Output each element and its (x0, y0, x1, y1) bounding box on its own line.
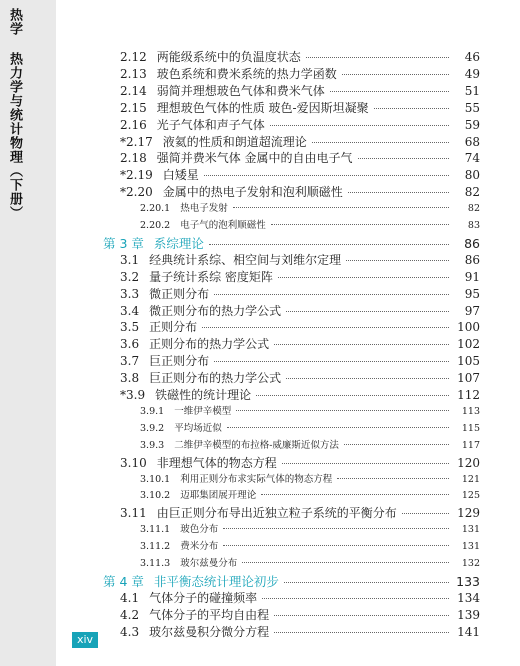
toc-title: 热电子发射 (180, 203, 228, 215)
spine-sidebar (0, 0, 56, 666)
toc-page-number: 125 (461, 490, 480, 502)
toc-title: 巨正则分布 (149, 354, 210, 369)
toc-title: 二维伊辛模型的布拉格-威廉斯近似方法 (174, 439, 339, 451)
toc-title: 正则分布的热力学公式 (149, 337, 270, 352)
toc-page-number: 102 (457, 337, 480, 352)
toc-page-number: 134 (457, 590, 480, 605)
toc-page-number: 131 (461, 541, 480, 553)
toc-number: 第 3 章 (103, 235, 144, 251)
toc-section[interactable] (120, 149, 480, 166)
toc-title: 由巨正则分布导出近独立粒子系统的平衡分布 (156, 506, 397, 521)
toc-section[interactable] (120, 183, 480, 200)
toc-section[interactable] (120, 285, 480, 302)
toc-subsection[interactable] (140, 521, 480, 535)
dot-leader (402, 513, 449, 514)
toc-page-number: 117 (461, 439, 480, 451)
dot-leader (271, 224, 449, 225)
toc-title: 正则分布 (149, 320, 198, 335)
dot-leader (270, 125, 449, 126)
toc-title: 微正则分布 (149, 286, 210, 301)
toc-section[interactable] (120, 48, 480, 65)
toc-page-number: 113 (461, 405, 480, 417)
toc-section[interactable] (120, 335, 480, 352)
toc-number: 3.11 (120, 506, 147, 521)
dot-leader (346, 260, 449, 261)
toc-page-number: 55 (464, 100, 480, 115)
toc-page-number: 107 (457, 371, 480, 386)
dot-leader (306, 57, 449, 58)
toc-title: 两能级系统中的负温度状态 (156, 50, 301, 64)
toc-page-number: 74 (464, 151, 480, 166)
toc-title: 玻色分布 (180, 524, 219, 536)
toc-number: 2.18 (120, 151, 147, 166)
toc-number: 3.6 (120, 337, 140, 352)
dot-leader (242, 562, 449, 563)
toc-number: 3.9.1 (140, 405, 165, 417)
toc-section[interactable] (120, 166, 480, 183)
dot-leader (223, 528, 449, 529)
toc-page-number: 83 (467, 220, 480, 231)
toc-section[interactable] (120, 589, 480, 606)
toc-title: 液氦的性质和朗道超流理论 (162, 134, 307, 149)
toc-page-number: 133 (456, 573, 480, 589)
toc-page-number: 105 (457, 354, 480, 369)
toc-chapter[interactable] (103, 234, 480, 252)
toc-number: 3.3 (120, 286, 140, 301)
toc-section[interactable] (120, 369, 480, 386)
dot-leader (342, 74, 449, 75)
toc-page-number: 91 (464, 269, 480, 284)
toc-title: 费米分布 (180, 541, 219, 553)
toc-number: 3.9.2 (140, 422, 165, 434)
dot-leader (274, 615, 449, 616)
toc-page-number: 129 (457, 506, 480, 521)
dot-leader (358, 158, 449, 159)
toc-section[interactable] (120, 504, 480, 521)
toc-title: 白矮星 (162, 168, 199, 183)
dot-leader (284, 582, 449, 583)
toc-title: 迈耶集团展开理论 (180, 490, 257, 502)
toc-page-number: 121 (461, 473, 480, 485)
toc-section[interactable] (120, 268, 480, 285)
toc-title: 电子气的泡利顺磁性 (180, 220, 266, 231)
toc-page-number: 86 (464, 235, 480, 251)
toc-number: 3.11.1 (140, 524, 171, 536)
toc-title: 一维伊辛模型 (174, 405, 232, 417)
toc-number: *3.9 (120, 388, 146, 402)
dot-leader (202, 327, 449, 328)
toc-title: 理想玻色气体的性质 玻色-爱因斯坦凝聚 (156, 100, 369, 115)
dot-leader (204, 175, 449, 176)
toc-number: *2.20 (120, 185, 153, 200)
toc-page-number: 97 (464, 303, 480, 318)
toc-title: 气体分子的平均自由程 (149, 607, 270, 622)
toc-page-number: 46 (464, 50, 480, 64)
toc-number: 3.2 (120, 269, 140, 284)
toc-title: 平均场近似 (174, 422, 222, 434)
toc-section[interactable] (120, 454, 480, 471)
toc-title: 玻尔兹曼积分微分方程 (149, 624, 270, 639)
toc-number: 2.20.2 (140, 220, 171, 231)
toc-page-number: 59 (464, 117, 480, 132)
dot-leader (233, 207, 449, 208)
toc-number: 2.14 (120, 83, 147, 98)
toc-subsection[interactable] (140, 217, 480, 231)
toc-number: 2.15 (120, 100, 147, 115)
dot-leader (312, 142, 449, 143)
toc-page-number: 100 (457, 320, 480, 335)
spine-title: 热学 热力学与统计物理（下册） (7, 8, 22, 220)
toc-number: 4.2 (120, 607, 140, 622)
dot-leader (261, 494, 449, 495)
toc-number: 2.12 (120, 50, 147, 64)
toc-page-number: 86 (464, 252, 480, 267)
toc-subsection[interactable] (140, 555, 480, 569)
toc-number: 4.1 (120, 590, 140, 605)
toc-section[interactable] (120, 99, 480, 116)
toc-section[interactable] (120, 623, 480, 640)
toc-number: 3.8 (120, 371, 140, 386)
toc-title: 微正则分布的热力学公式 (149, 303, 282, 318)
toc-number: 3.10.1 (140, 473, 171, 485)
toc-page-number: 80 (464, 168, 480, 183)
toc-page-number: 112 (457, 388, 480, 402)
toc-subsection[interactable] (140, 471, 480, 485)
toc-page-number: 95 (464, 286, 480, 301)
toc-page-number: 131 (461, 524, 480, 536)
toc-title: 系综理论 (153, 235, 204, 251)
dot-leader (286, 378, 449, 379)
dot-leader (348, 192, 449, 193)
toc-title: 非平衡态统计理论初步 (153, 573, 279, 589)
toc-number: *2.19 (120, 168, 153, 183)
toc-title: 非理想气体的物态方程 (156, 455, 277, 470)
dot-leader (223, 545, 449, 546)
toc-number: 3.10.2 (140, 490, 171, 502)
toc-title: 强简并费米气体 金属中的自由电子气 (156, 151, 353, 166)
toc-number: 3.5 (120, 320, 140, 335)
toc-section[interactable] (120, 386, 480, 403)
toc-section[interactable] (120, 65, 480, 82)
toc-title: 铁磁性的统计理论 (155, 388, 252, 402)
toc-number: 2.13 (120, 66, 147, 81)
toc-number: 3.11.2 (140, 541, 171, 553)
toc-page-number: 51 (464, 83, 480, 98)
toc-section[interactable] (120, 352, 480, 369)
toc-subsection[interactable] (140, 487, 480, 501)
toc-title: 弱简并理想玻色气体和费米气体 (156, 83, 325, 98)
toc-subsection[interactable] (140, 420, 480, 434)
toc-number: 第 4 章 (103, 573, 144, 589)
toc-page-number: 82 (464, 185, 480, 200)
toc-section[interactable] (120, 251, 480, 268)
toc-section[interactable] (120, 82, 480, 99)
toc-subsection[interactable] (140, 200, 480, 214)
toc-chapter[interactable] (103, 572, 480, 590)
toc-title: 巨正则分布的热力学公式 (149, 371, 282, 386)
dot-leader (282, 463, 449, 464)
dot-leader (227, 427, 449, 428)
toc-number: *2.17 (120, 134, 153, 149)
dot-leader (337, 478, 449, 479)
toc-title: 利用正则分布求实际气体的物态方程 (180, 473, 333, 485)
toc-page-number: 132 (461, 558, 480, 569)
toc-subsection[interactable] (140, 437, 480, 451)
toc-title: 玻尔兹曼分布 (180, 558, 238, 569)
toc-page-number: 139 (457, 607, 480, 622)
toc-subsection[interactable] (140, 538, 480, 552)
dot-leader (209, 244, 449, 245)
toc-page-number: 120 (457, 455, 480, 470)
dot-leader (274, 344, 449, 345)
toc-page-number: 49 (464, 66, 480, 81)
toc-page-number: 115 (461, 422, 480, 434)
toc-number: 4.3 (120, 624, 140, 639)
dot-leader (330, 91, 449, 92)
toc-page-number: 82 (467, 203, 480, 215)
toc-number: 2.20.1 (140, 203, 171, 215)
dot-leader (286, 311, 449, 312)
dot-leader (236, 410, 449, 411)
dot-leader (274, 632, 449, 633)
toc-page-number: 68 (464, 134, 480, 149)
toc-title: 量子统计系综 密度矩阵 (149, 269, 273, 284)
toc-subsection[interactable] (140, 403, 480, 417)
toc-title: 金属中的热电子发射和泡利顺磁性 (162, 185, 343, 200)
dot-leader (256, 395, 449, 396)
dot-leader (214, 294, 449, 295)
toc-title: 气体分子的碰撞频率 (149, 590, 258, 605)
toc-number: 3.1 (120, 252, 140, 267)
toc-section[interactable] (120, 133, 480, 150)
toc-number: 2.16 (120, 117, 147, 132)
toc-title: 经典统计系综、相空间与刘维尔定理 (149, 252, 342, 267)
toc-section[interactable] (120, 606, 480, 623)
toc-section[interactable] (120, 318, 480, 335)
toc-number: 3.4 (120, 303, 140, 318)
dot-leader (214, 361, 449, 362)
dot-leader (262, 598, 449, 599)
toc-section[interactable] (120, 302, 480, 319)
toc-page-number: 141 (457, 624, 480, 639)
toc-number: 3.9.3 (140, 439, 165, 451)
dot-leader (344, 444, 449, 445)
dot-leader (278, 277, 449, 278)
page-number-badge: xiv (72, 632, 98, 648)
toc-number: 3.7 (120, 354, 140, 369)
toc-number: 3.11.3 (140, 558, 171, 569)
toc-title: 玻色系统和费米系统的热力学函数 (156, 66, 337, 81)
toc-number: 3.10 (120, 455, 147, 470)
toc-section[interactable] (120, 116, 480, 133)
dot-leader (374, 108, 449, 109)
toc-title: 光子气体和声子气体 (156, 117, 265, 132)
